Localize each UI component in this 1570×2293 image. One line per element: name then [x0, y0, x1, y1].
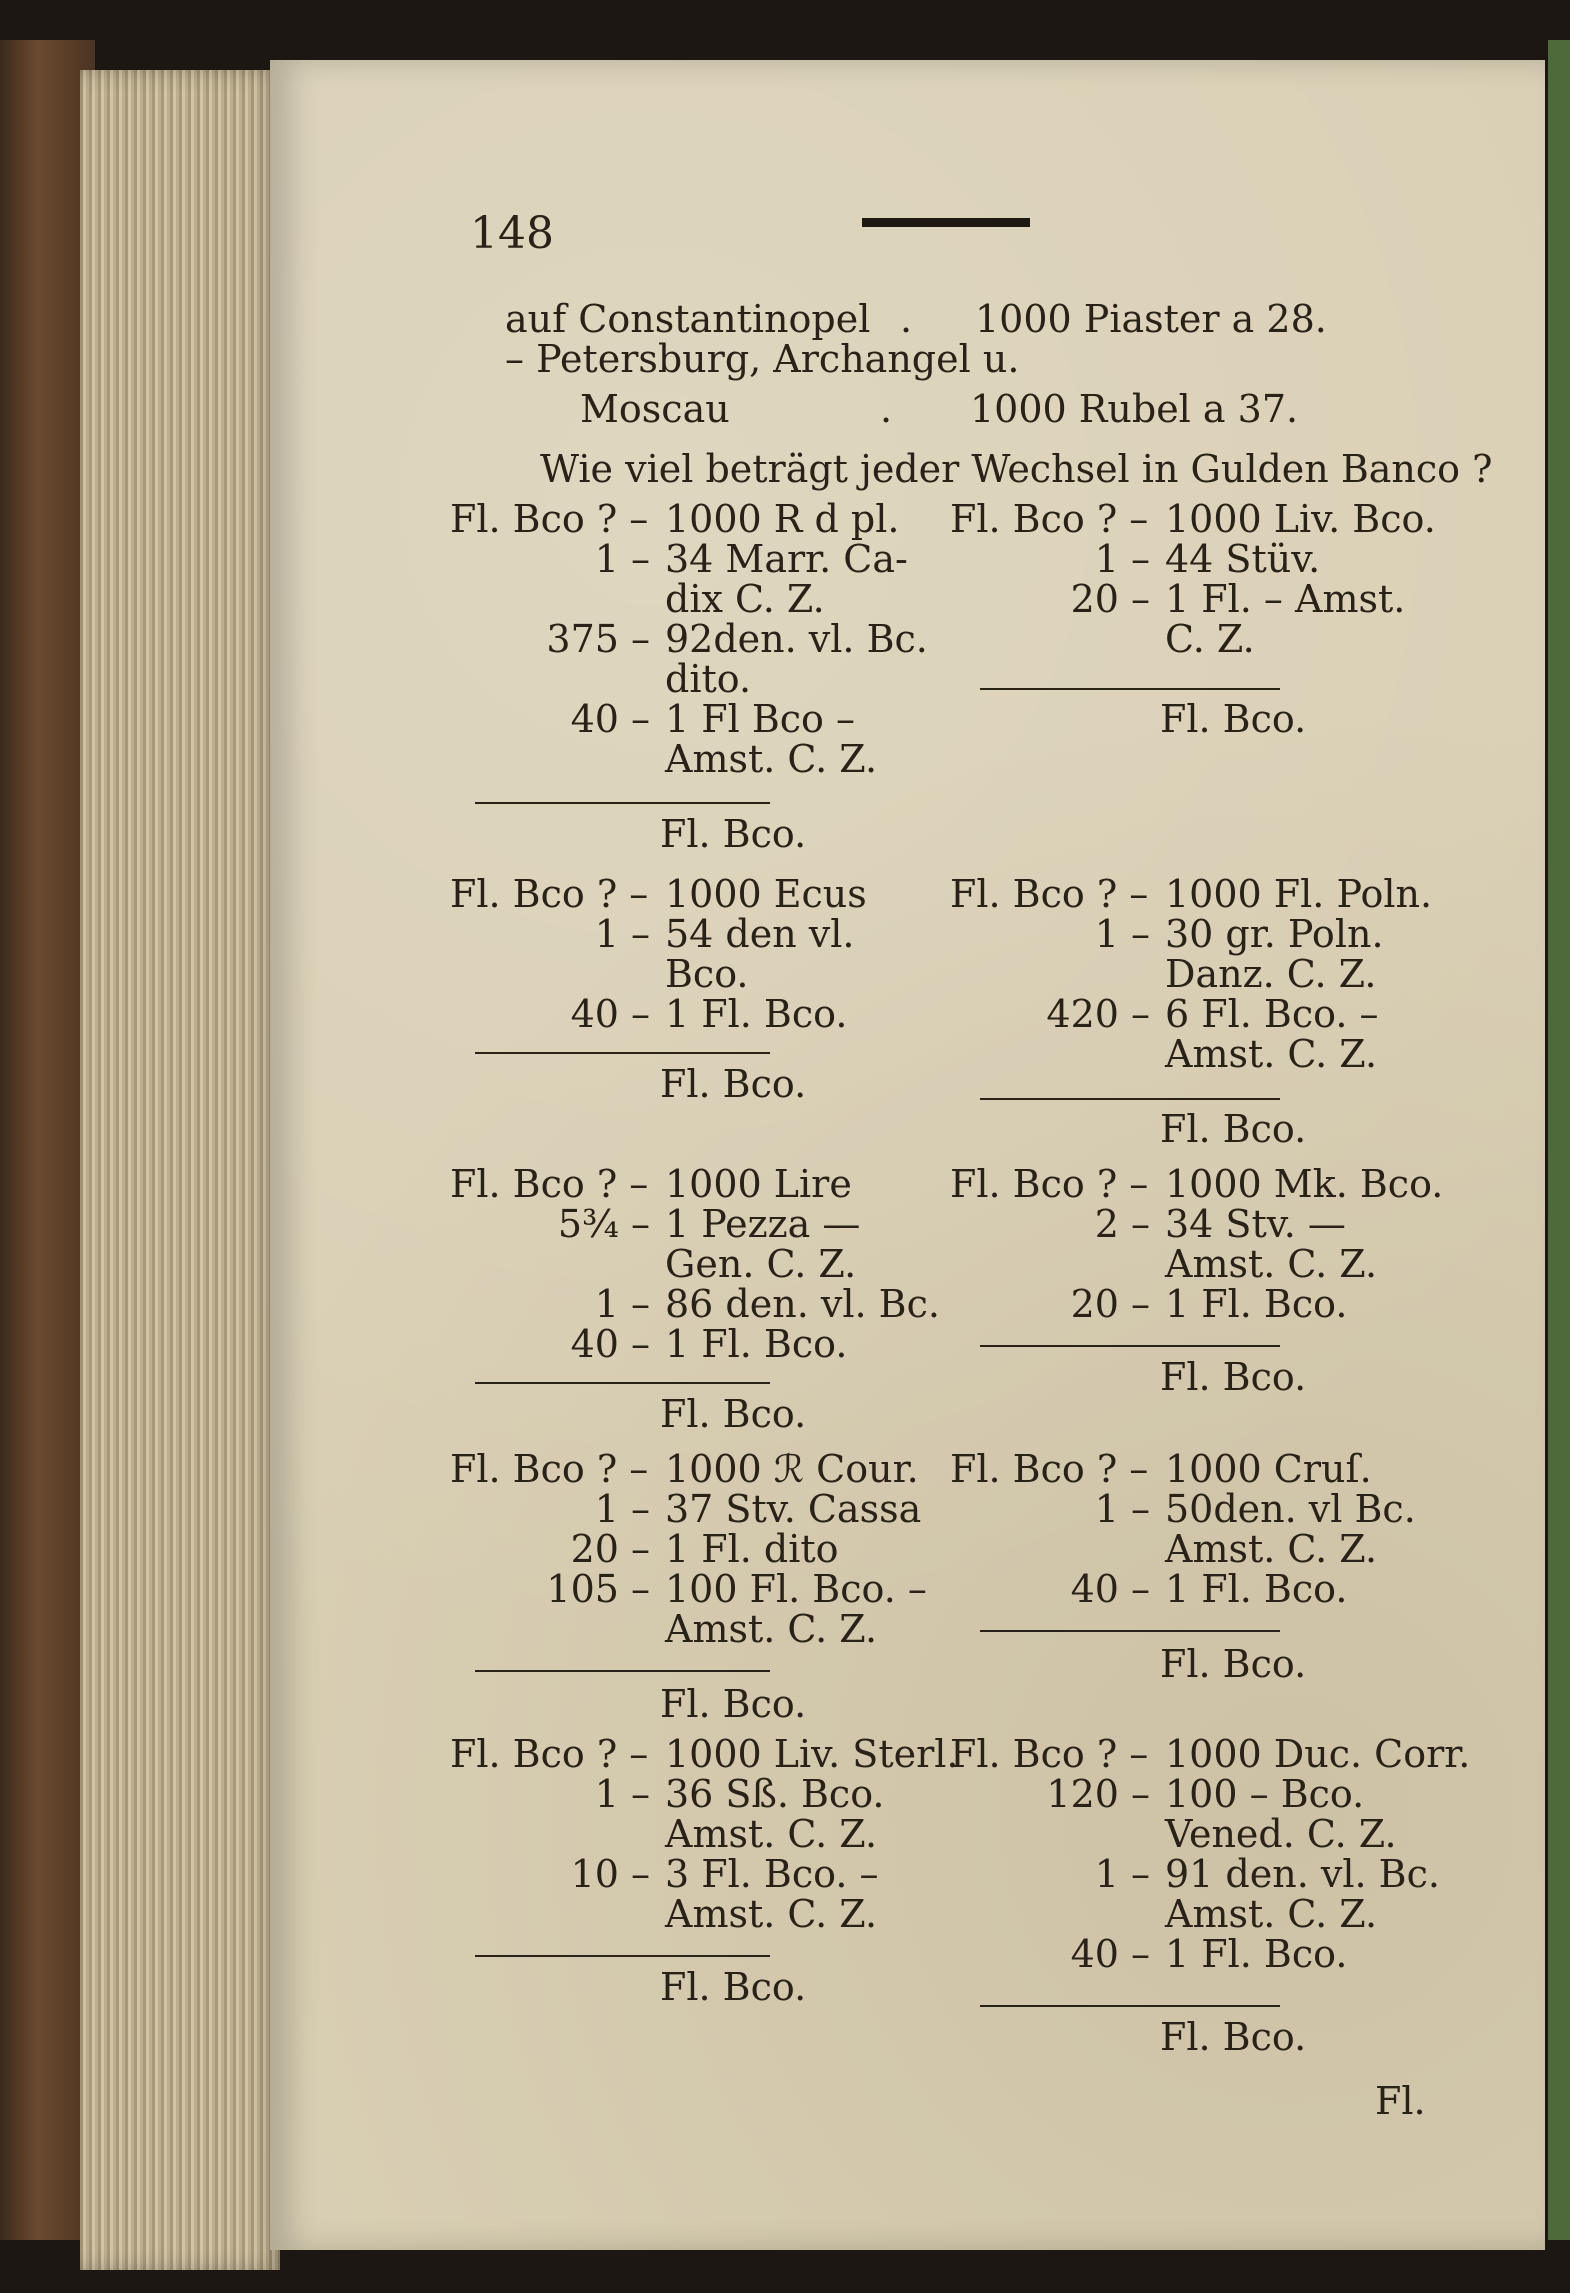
block-3-row-3-left: 420 – — [1046, 992, 1150, 1036]
block-4-result: Fl. Bco. — [660, 1392, 807, 1436]
block-9-row-3-left: 1 – — [1094, 1852, 1150, 1896]
block-4-row-0-left: Fl. Bco ? – — [450, 1162, 649, 1206]
block-0-row-5-left: 40 – — [570, 697, 650, 741]
block-1-row-1-right: 44 Stüv. — [1165, 537, 1321, 581]
block-8-row-3-left: 10 – — [570, 1852, 650, 1896]
block-9-sum-rule — [980, 2005, 1280, 2007]
block-4-row-1-left: 5¾ – — [557, 1202, 650, 1246]
header-line1-dot: . — [900, 297, 913, 341]
block-5-row-2-right: Amst. C. Z. — [1165, 1242, 1378, 1286]
block-5-row-0-left: Fl. Bco ? – — [950, 1162, 1149, 1206]
block-8-sum-rule — [475, 1955, 770, 1957]
block-2-row-1-right: 54 den vl. — [665, 912, 855, 956]
block-7-row-1-right: 50den. vl Bc. — [1165, 1487, 1416, 1531]
block-1-row-0-left: Fl. Bco ? – — [950, 497, 1149, 541]
block-2-sum-rule — [475, 1052, 770, 1054]
block-9-row-0-right: 1000 Duc. Corr. — [1165, 1732, 1471, 1776]
block-5-result: Fl. Bco. — [1160, 1355, 1307, 1399]
block-3-row-2-right: Danz. C. Z. — [1165, 952, 1377, 996]
block-6-row-3-right: 100 Fl. Bco. – — [665, 1567, 927, 1611]
block-5-row-3-right: 1 Fl. Bco. — [1165, 1282, 1348, 1326]
block-7-row-3-right: 1 Fl. Bco. — [1165, 1567, 1348, 1611]
block-2-row-1-left: 1 – — [594, 912, 650, 956]
block-3-row-0-left: Fl. Bco ? – — [950, 872, 1149, 916]
block-6-row-2-left: 20 – — [570, 1527, 650, 1571]
block-7-result: Fl. Bco. — [1160, 1642, 1307, 1686]
block-0-row-3-left: 375 – — [546, 617, 650, 661]
block-4-row-4-left: 40 – — [570, 1322, 650, 1366]
header-line2: – Petersburg, Archangel u. — [505, 337, 1020, 381]
page-edges — [80, 70, 280, 2270]
block-6-result: Fl. Bco. — [660, 1682, 807, 1726]
block-6-row-2-right: 1 Fl. dito — [665, 1527, 839, 1571]
block-6-row-0-left: Fl. Bco ? – — [450, 1447, 649, 1491]
block-9-row-5-left: 40 – — [1070, 1932, 1150, 1976]
block-8-result: Fl. Bco. — [660, 1965, 807, 2009]
block-0-row-0-left: Fl. Bco ? – — [450, 497, 649, 541]
block-9-row-4-right: Amst. C. Z. — [1165, 1892, 1378, 1936]
block-2-result: Fl. Bco. — [660, 1062, 807, 1106]
header-line1-right: 1000 Piaster a 28. — [975, 297, 1327, 341]
block-9-result: Fl. Bco. — [1160, 2015, 1307, 2059]
block-9-row-5-right: 1 Fl. Bco. — [1165, 1932, 1348, 1976]
block-8-row-1-left: 1 – — [594, 1772, 650, 1816]
block-0-row-6-right: Amst. C. Z. — [665, 737, 878, 781]
block-3-row-1-left: 1 – — [1094, 912, 1150, 956]
page-number: 148 — [470, 208, 554, 259]
block-4-row-0-right: 1000 Lire — [665, 1162, 852, 1206]
block-3-result: Fl. Bco. — [1160, 1107, 1307, 1151]
block-6-row-0-right: 1000 ℛ Cour. — [665, 1447, 919, 1491]
block-7-row-0-right: 1000 Cruſ. — [1165, 1447, 1372, 1491]
catchword: Fl. — [1375, 2079, 1426, 2123]
question-line: Wie viel beträgt jeder Wechsel in Gulden Banco ? — [540, 447, 1493, 491]
block-0-row-4-right: dito. — [665, 657, 752, 701]
block-3-row-0-right: 1000 Fl. Poln. — [1165, 872, 1433, 916]
block-1-row-0-right: 1000 Liv. Bco. — [1165, 497, 1436, 541]
block-5-row-1-right: 34 Stv. — — [1165, 1202, 1346, 1246]
cover-strip — [1548, 40, 1570, 2240]
block-6-row-1-left: 1 – — [594, 1487, 650, 1531]
block-5-row-1-left: 2 – — [1094, 1202, 1150, 1246]
header-line3-right: 1000 Rubel a 37. — [970, 387, 1299, 431]
block-4-sum-rule — [475, 1382, 770, 1384]
block-9-row-0-left: Fl. Bco ? – — [950, 1732, 1149, 1776]
block-1-sum-rule — [980, 688, 1280, 690]
block-9-row-1-right: 100 – Bco. — [1165, 1772, 1365, 1816]
header-line1-left: auf Constantinopel — [505, 297, 871, 341]
block-6-sum-rule — [475, 1670, 770, 1672]
block-8-row-3-right: 3 Fl. Bco. – — [665, 1852, 879, 1896]
block-6-row-4-right: Amst. C. Z. — [665, 1607, 878, 1651]
block-2-row-3-right: 1 Fl. Bco. — [665, 992, 848, 1036]
block-3-sum-rule — [980, 1098, 1280, 1100]
block-0-row-2-right: dix C. Z. — [665, 577, 825, 621]
header-line3-dot: . — [880, 387, 893, 431]
block-3-row-4-right: Amst. C. Z. — [1165, 1032, 1378, 1076]
block-7-row-0-left: Fl. Bco ? – — [950, 1447, 1149, 1491]
block-6-row-3-left: 105 – — [546, 1567, 650, 1611]
block-5-sum-rule — [980, 1345, 1280, 1347]
block-9-row-3-right: 91 den. vl. Bc. — [1165, 1852, 1440, 1896]
block-1-row-3-right: C. Z. — [1165, 617, 1255, 661]
block-4-row-4-right: 1 Fl. Bco. — [665, 1322, 848, 1366]
block-8-row-0-left: Fl. Bco ? – — [450, 1732, 649, 1776]
block-2-row-3-left: 40 – — [570, 992, 650, 1036]
block-0-row-1-right: 34 Marr. Ca- — [665, 537, 908, 581]
block-4-row-1-right: 1 Pezza — — [665, 1202, 861, 1246]
block-2-row-0-left: Fl. Bco ? – — [450, 872, 649, 916]
block-9-row-2-right: Vened. C. Z. — [1165, 1812, 1397, 1856]
block-0-sum-rule — [475, 802, 770, 804]
block-0-row-5-right: 1 Fl Bco – — [665, 697, 856, 741]
block-7-row-3-left: 40 – — [1070, 1567, 1150, 1611]
block-3-row-1-right: 30 gr. Poln. — [1165, 912, 1384, 956]
block-0-row-1-left: 1 – — [594, 537, 650, 581]
block-6-row-1-right: 37 Stv. Cassa — [665, 1487, 922, 1531]
header-rule — [862, 218, 1030, 227]
block-1-row-2-left: 20 – — [1070, 577, 1150, 621]
block-0-result: Fl. Bco. — [660, 812, 807, 856]
block-1-row-1-left: 1 – — [1094, 537, 1150, 581]
block-0-row-0-right: 1000 R d pl. — [665, 497, 900, 541]
block-9-row-1-left: 120 – — [1046, 1772, 1150, 1816]
block-5-row-0-right: 1000 Mk. Bco. — [1165, 1162, 1444, 1206]
block-8-row-4-right: Amst. C. Z. — [665, 1892, 878, 1936]
block-0-row-3-right: 92den. vl. Bc. — [665, 617, 928, 661]
header-line3-left: Moscau — [580, 387, 730, 431]
block-4-row-3-left: 1 – — [594, 1282, 650, 1326]
block-7-row-1-left: 1 – — [1094, 1487, 1150, 1531]
block-2-row-0-right: 1000 Ecus — [665, 872, 867, 916]
block-7-sum-rule — [980, 1630, 1280, 1632]
block-4-row-3-right: 86 den. vl. Bc. — [665, 1282, 940, 1326]
block-2-row-2-right: Bco. — [665, 952, 749, 996]
block-8-row-2-right: Amst. C. Z. — [665, 1812, 878, 1856]
block-5-row-3-left: 20 – — [1070, 1282, 1150, 1326]
block-1-result: Fl. Bco. — [1160, 697, 1307, 741]
block-3-row-3-right: 6 Fl. Bco. – — [1165, 992, 1379, 1036]
block-4-row-2-right: Gen. C. Z. — [665, 1242, 857, 1286]
block-1-row-2-right: 1 Fl. – Amst. — [1165, 577, 1406, 621]
block-8-row-1-right: 36 Sß. Bco. — [665, 1772, 885, 1816]
block-7-row-2-right: Amst. C. Z. — [1165, 1527, 1378, 1571]
block-8-row-0-right: 1000 Liv. Sterl. — [665, 1732, 959, 1776]
